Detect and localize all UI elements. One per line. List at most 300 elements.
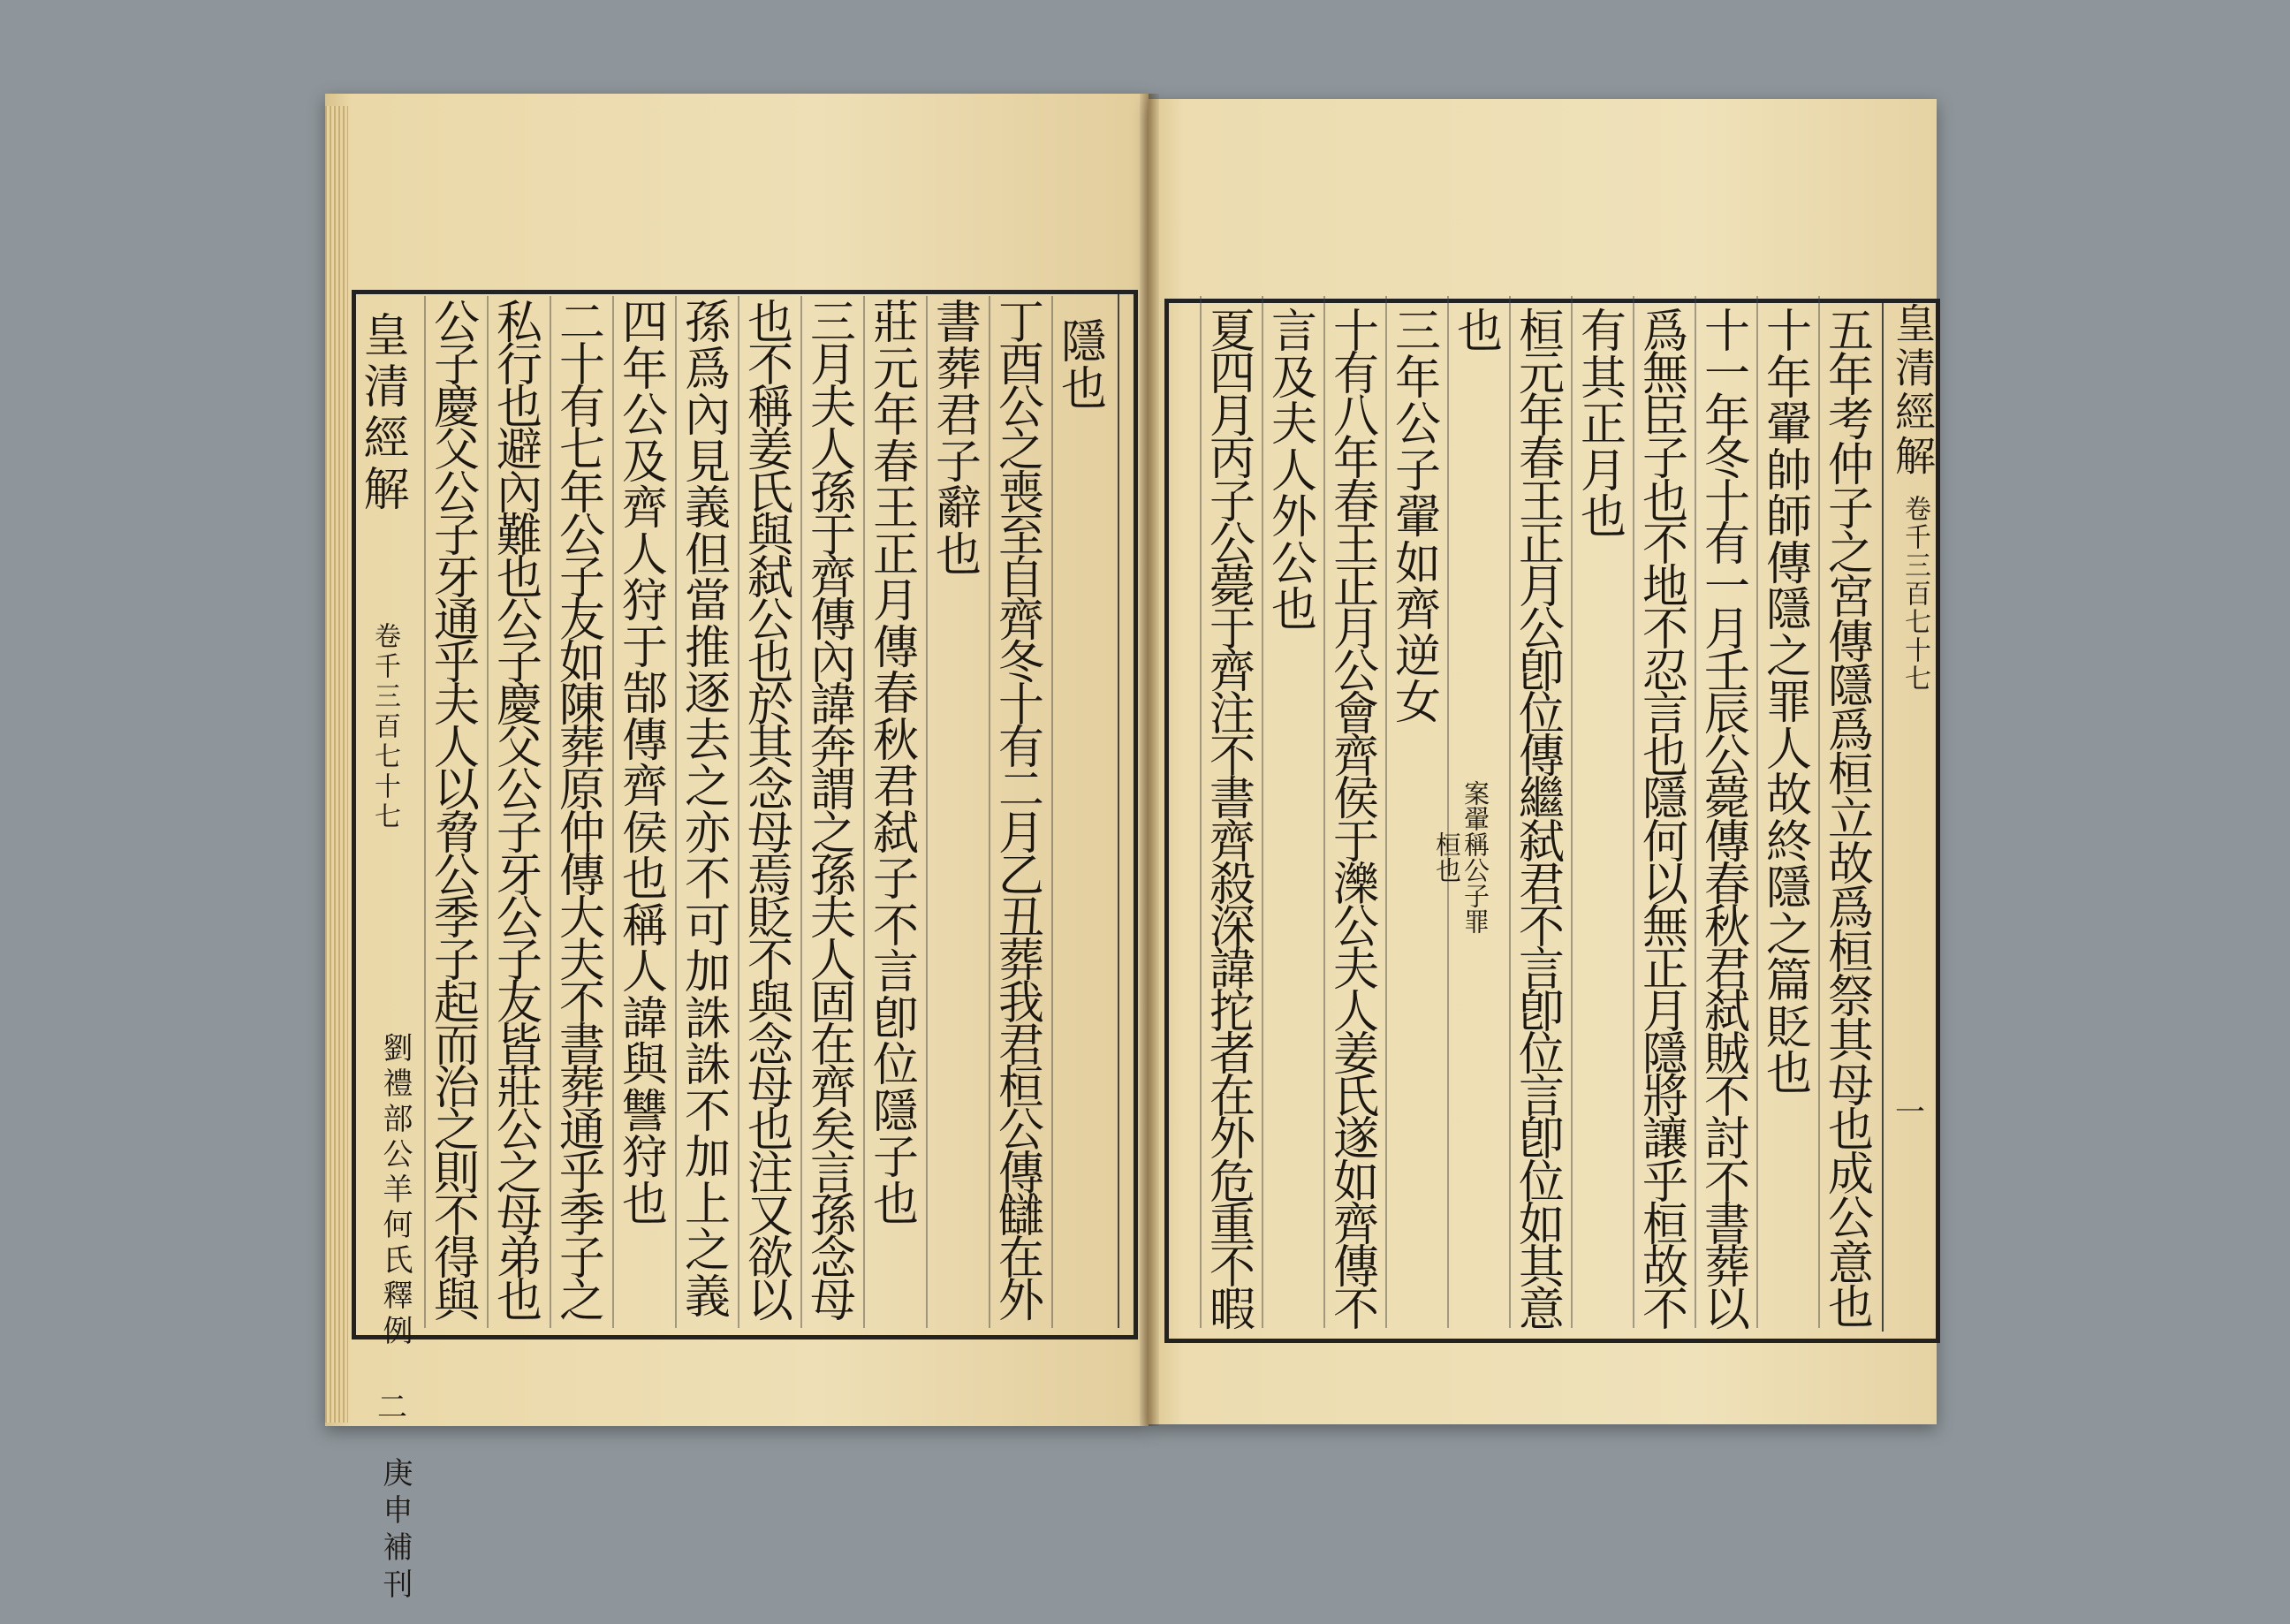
- left-col8-char: 稱: [621, 899, 668, 953]
- right-col3-char: 有: [1703, 518, 1750, 572]
- right-col3-char: 討: [1703, 1113, 1750, 1167]
- left-col11-char: 治: [433, 1062, 480, 1116]
- left-col8-char: 狩: [621, 1132, 668, 1185]
- left-col2-char: 君: [997, 1020, 1044, 1074]
- right-col4-char: 無: [1642, 900, 1688, 954]
- left-col8-char: 傳: [621, 714, 668, 768]
- right-col9-char: 姜: [1332, 1028, 1379, 1082]
- left-col9-char: 季: [558, 1189, 605, 1243]
- left-column-6: [743, 297, 798, 1328]
- right-col3-char: 賊: [1703, 1028, 1750, 1082]
- left-col8-char: 年: [621, 343, 668, 397]
- left-col9-char: 不: [558, 977, 605, 1030]
- right-col2-char: 罪: [1765, 677, 1812, 730]
- right-col3-char: 辰: [1703, 688, 1750, 742]
- left-banner-column: [353, 299, 413, 1605]
- left-col2-char: 喪: [997, 467, 1044, 520]
- right-col4-char: 不: [1642, 1283, 1688, 1337]
- left-col9-char: 仲: [558, 807, 605, 861]
- left-col6-char: 貶: [747, 892, 793, 945]
- right-col3-char: 薨: [1703, 773, 1750, 827]
- right-col11-char: 危: [1209, 1156, 1255, 1210]
- left-col4-char: 君: [872, 761, 919, 814]
- left-col7-char: 不: [684, 1085, 731, 1139]
- right-col1-char: 子: [1827, 482, 1874, 536]
- right-column-divider: [1509, 296, 1511, 1328]
- right-col11-char: 深: [1209, 900, 1255, 954]
- right-banner-subtitle: 卷千三百七十七: [1899, 495, 1930, 693]
- right-column-divider: [1818, 296, 1820, 1328]
- left-col3-char: 書: [935, 297, 982, 350]
- left-col4-char: 隱: [872, 1085, 919, 1139]
- right-col6-char: 卽: [1518, 1113, 1565, 1167]
- right-col2-char: 故: [1765, 770, 1812, 823]
- left-col10-char: 皆: [496, 1020, 542, 1074]
- left-column-8: [618, 297, 672, 1325]
- right-col6-char: 其: [1518, 1241, 1565, 1294]
- right-col4-char: 讓: [1642, 1113, 1688, 1167]
- right-col3-char: 月: [1703, 603, 1750, 656]
- right-column-divider: [1323, 296, 1325, 1328]
- right-col11-char: 不: [1209, 731, 1255, 785]
- left-col9-char: 如: [558, 637, 605, 690]
- left-col11-char: 而: [433, 1020, 480, 1074]
- right-col1-char: 考: [1827, 394, 1874, 448]
- left-column-divider: [863, 296, 865, 1328]
- right-col6-char: 言: [1518, 1071, 1565, 1125]
- left-col11-char: 牙: [433, 551, 480, 605]
- right-col1-char: 桓: [1827, 927, 1874, 981]
- left-column-5: [806, 297, 861, 1328]
- right-col9-char: 人: [1332, 986, 1379, 1039]
- right-col3-char: 十: [1703, 306, 1750, 359]
- right-col4-char: 無: [1642, 348, 1688, 402]
- left-col11-char: 人: [433, 722, 480, 776]
- left-column-divider: [926, 296, 928, 1328]
- right-col6-char: 不: [1518, 900, 1565, 954]
- left-col5-char: 母: [809, 1274, 856, 1328]
- left-col7-char: 亦: [684, 807, 731, 861]
- right-col8-char: 三: [1394, 306, 1441, 359]
- left-col4-char: 卽: [872, 992, 919, 1046]
- left-col8-char: 也: [621, 854, 668, 907]
- left-column-3: [931, 297, 986, 1325]
- right-col4-char: 正: [1642, 943, 1688, 997]
- right-col6-char: 位: [1518, 1028, 1565, 1082]
- right-col6-char: 繼: [1518, 773, 1565, 827]
- left-col10-char: 也: [496, 551, 542, 605]
- left-col10-char: 公: [496, 1104, 542, 1158]
- right-col6-char: 元: [1518, 348, 1565, 402]
- left-col8-char: 人: [621, 946, 668, 999]
- left-col6-char: 母: [747, 807, 793, 861]
- right-col11-char: 書: [1209, 773, 1255, 827]
- left-col9-char: 二: [558, 297, 605, 350]
- right-col3-char: 葬: [1703, 1241, 1750, 1294]
- right-col9-char: 正: [1332, 560, 1379, 614]
- right-col4-char: 也: [1642, 731, 1688, 785]
- left-column-10: [492, 297, 547, 1328]
- left-col9-char: 十: [558, 339, 605, 393]
- left-col7-char: 爲: [684, 343, 731, 397]
- left-col10-char: 內: [496, 467, 542, 520]
- right-col9-char: 遂: [1332, 1113, 1379, 1167]
- right-col11-char: 四: [1209, 348, 1255, 402]
- left-col4-char: 弑: [872, 807, 919, 861]
- left-col9-char: 年: [558, 467, 605, 520]
- left-col2-char: 傳: [997, 1147, 1044, 1201]
- right-col11-char: 公: [1209, 518, 1255, 572]
- left-col10-char: 私: [496, 297, 542, 350]
- left-col8-char: 于: [621, 621, 668, 675]
- left-col8-char: 公: [621, 390, 668, 443]
- left-col11-char: 子: [433, 509, 480, 563]
- right-col8-char: 女: [1394, 677, 1441, 730]
- left-col7-char: 義: [684, 482, 731, 535]
- right-col4-char: 不: [1642, 603, 1688, 656]
- right-col9-char: 氏: [1332, 1071, 1379, 1125]
- left-col7-char: 但: [684, 528, 731, 582]
- right-col9-char: 有: [1332, 348, 1379, 402]
- right-col6-char: 言: [1518, 943, 1565, 997]
- right-col2-char: 之: [1765, 908, 1812, 962]
- right-col2-char: 之: [1765, 630, 1812, 684]
- left-column-divider: [675, 296, 677, 1328]
- right-col3-char: 一: [1703, 560, 1750, 614]
- left-col11-char: 通: [433, 594, 480, 648]
- right-col3-char: 春: [1703, 858, 1750, 912]
- left-col2-char: 自: [997, 551, 1044, 605]
- left-col2-char: 公: [997, 382, 1044, 436]
- left-col2-char: 讎: [997, 1189, 1044, 1243]
- left-col10-char: 莊: [496, 1062, 542, 1116]
- right-col11-char: 注: [1209, 688, 1255, 742]
- right-col6-char: 傳: [1518, 731, 1565, 785]
- left-col4-char: 莊: [872, 297, 919, 350]
- right-col4-char: 言: [1642, 688, 1688, 742]
- left-col2-char: 至: [997, 509, 1044, 563]
- right-col8-char: 翬: [1394, 491, 1441, 544]
- left-col6-char: 念: [747, 764, 793, 818]
- left-col4-char: 月: [872, 575, 919, 628]
- left-col11-char: 慶: [433, 382, 480, 436]
- left-banner-subtitle: 卷千三百七十七: [369, 622, 400, 832]
- left-col11-char: 公: [433, 297, 480, 350]
- left-col5-char: 月: [809, 339, 856, 393]
- right-col1-char: 也: [1827, 1104, 1874, 1157]
- right-col4-char: 隱: [1642, 773, 1688, 827]
- right-col9-char: 公: [1332, 900, 1379, 954]
- right-col1-char: 故: [1827, 838, 1874, 892]
- left-col9-char: 原: [558, 764, 605, 818]
- right-column-4: [1638, 306, 1693, 1337]
- left-col11-char: 季: [433, 892, 480, 945]
- right-col11-char: 丙: [1209, 433, 1255, 487]
- right-col6-char: 意: [1518, 1283, 1565, 1337]
- left-print-note: 庚申補刊: [377, 1457, 413, 1605]
- right-col11-char: 不: [1209, 1241, 1255, 1294]
- left-col2-char: 在: [997, 1232, 1044, 1286]
- left-col4-char: 不: [872, 899, 919, 953]
- right-col4-char: 月: [1642, 986, 1688, 1039]
- left-col7-char: 推: [684, 621, 731, 675]
- right-column-10: [1267, 306, 1322, 1334]
- left-column-divider: [1051, 296, 1053, 1328]
- right-col4-char: 忍: [1642, 646, 1688, 699]
- left-col8-char: 四: [621, 297, 668, 350]
- right-col1-char: 意: [1827, 1237, 1874, 1291]
- right-banner-title: 皇清經解: [1889, 302, 1937, 479]
- left-col2-char: 我: [997, 977, 1044, 1030]
- left-col9-char: 書: [558, 1020, 605, 1074]
- right-col2-char: 師: [1765, 491, 1812, 544]
- right-col1-char: 年: [1827, 350, 1874, 404]
- left-col5-char: 三: [809, 297, 856, 350]
- right-col11-char: 者: [1209, 1028, 1255, 1082]
- left-col5-char: 孫: [809, 467, 856, 520]
- left-col7-char: 上: [684, 1178, 731, 1232]
- left-page-number: 二: [377, 1390, 407, 1425]
- left-col5-char: 固: [809, 977, 856, 1030]
- left-col9-char: 葬: [558, 1062, 605, 1116]
- right-column-2: [1762, 306, 1816, 1334]
- right-col4-char: 爲: [1642, 306, 1688, 359]
- left-col11-char: 不: [433, 1189, 480, 1243]
- right-col4-char: 故: [1642, 1241, 1688, 1294]
- right-col4-char: 地: [1642, 560, 1688, 614]
- left-col2-char: 乙: [997, 849, 1044, 903]
- right-col1-char: 其: [1827, 1015, 1874, 1069]
- left-col6-char: 姜: [747, 424, 793, 478]
- left-banner-title: 皇清經解: [355, 311, 408, 516]
- left-col5-char: 在: [809, 1020, 856, 1074]
- left-col11-char: 夫: [433, 679, 480, 733]
- left-col7-char: 不: [684, 854, 731, 907]
- left-col10-char: 慶: [496, 679, 542, 733]
- left-col7-char: 加: [684, 1132, 731, 1185]
- right-col9-char: 公: [1332, 646, 1379, 699]
- left-col10-char: 難: [496, 509, 542, 563]
- left-col11-char: 公: [433, 849, 480, 903]
- left-col5-char: 孫: [809, 849, 856, 903]
- right-interlinear-note: [1428, 769, 1490, 945]
- right-col6-char: 君: [1518, 858, 1565, 912]
- right-col1-char: 桓: [1827, 749, 1874, 803]
- left-col4-char: 王: [872, 482, 919, 535]
- left-col6-char: 氏: [747, 467, 793, 520]
- right-col11-char: 夏: [1209, 306, 1255, 359]
- left-col5-char: 夫: [809, 382, 856, 436]
- left-col4-char: 正: [872, 528, 919, 582]
- left-column-divider: [738, 296, 739, 1328]
- right-col11-char: 于: [1209, 603, 1255, 656]
- left-col9-char: 有: [558, 382, 605, 436]
- left-col9-char: 之: [558, 1274, 605, 1328]
- right-col9-char: 十: [1332, 306, 1379, 359]
- right-column-divider: [1695, 296, 1696, 1328]
- left-col6-char: 也: [747, 1104, 793, 1158]
- left-col10-char: 行: [496, 339, 542, 393]
- right-col8-char: 逆: [1394, 630, 1441, 684]
- left-col4-char: 春: [872, 436, 919, 489]
- left-col1-char: 隱: [1060, 316, 1107, 369]
- right-col2-char: 貶: [1765, 1001, 1812, 1055]
- left-col9-char: 大: [558, 892, 605, 945]
- left-col8-char: 及: [621, 436, 668, 489]
- right-col5-char: 月: [1580, 444, 1627, 498]
- right-col2-char: 人: [1765, 723, 1812, 777]
- left-col5-char: 齊: [809, 1062, 856, 1116]
- left-col6-char: 公: [747, 594, 793, 648]
- left-col6-char: 母: [747, 1062, 793, 1116]
- right-col3-char: 一: [1703, 348, 1750, 402]
- right-col6-char: 弑: [1518, 816, 1565, 869]
- right-column-divider: [1756, 296, 1758, 1328]
- right-col9-char: 齊: [1332, 1198, 1379, 1252]
- right-col9-char: 不: [1332, 1283, 1379, 1337]
- left-col10-char: 也: [496, 1274, 542, 1328]
- left-col11-char: 以: [433, 764, 480, 818]
- right-col1-char: 成: [1827, 1149, 1874, 1203]
- left-col6-char: 也: [747, 297, 793, 350]
- left-col6-char: 以: [747, 1274, 793, 1328]
- right-col4-char: 隱: [1642, 1028, 1688, 1082]
- right-col1-char: 祭: [1827, 971, 1874, 1025]
- left-col2-char: 桓: [997, 1062, 1044, 1116]
- page-edges: [325, 106, 348, 1423]
- right-col5-char: 也: [1580, 491, 1627, 544]
- left-col6-char: 稱: [747, 382, 793, 436]
- right-col10-char: 夫: [1270, 398, 1317, 452]
- left-col9-char: 子: [558, 1232, 605, 1286]
- left-col11-char: 得: [433, 1232, 480, 1286]
- left-col2-char: 酉: [997, 339, 1044, 393]
- right-column-3: [1700, 306, 1755, 1337]
- left-col10-char: 弟: [496, 1232, 542, 1286]
- right-col3-char: 公: [1703, 731, 1750, 785]
- left-author-line: 劉禮部公羊何氏釋例: [377, 1032, 413, 1350]
- left-col9-char: 葬: [558, 722, 605, 776]
- right-column-5: [1576, 306, 1631, 1334]
- right-col6-char: 桓: [1518, 306, 1565, 359]
- left-column-rule: [1118, 294, 1119, 1328]
- right-col1-char: 母: [1827, 1059, 1874, 1113]
- left-col5-char: 矣: [809, 1104, 856, 1158]
- right-col1-char: 立: [1827, 793, 1874, 847]
- right-col6-char: 位: [1518, 688, 1565, 742]
- left-col9-char: 陳: [558, 679, 605, 733]
- right-col1-char: 公: [1827, 1193, 1874, 1247]
- left-col6-char: 其: [747, 722, 793, 776]
- left-column-2: [994, 297, 1049, 1328]
- left-column-divider: [800, 296, 802, 1328]
- left-col10-char: 公: [496, 764, 542, 818]
- left-column-1: [1057, 316, 1111, 1345]
- right-col10-char: 也: [1270, 584, 1317, 637]
- left-col7-char: 誅: [684, 992, 731, 1046]
- left-column-divider: [487, 296, 489, 1328]
- left-col8-char: 與: [621, 1039, 668, 1092]
- left-col10-char: 公: [496, 892, 542, 945]
- left-col9-char: 公: [558, 509, 605, 563]
- left-col7-char: 去: [684, 714, 731, 768]
- left-col7-char: 見: [684, 436, 731, 489]
- right-col8-char: 子: [1394, 444, 1441, 498]
- left-column-7: [680, 297, 735, 1325]
- left-col4-char: 言: [872, 946, 919, 999]
- right-col1-char: 爲: [1827, 882, 1874, 936]
- right-col2-char: 翬: [1765, 398, 1812, 452]
- right-col1-char: 傳: [1827, 616, 1874, 670]
- left-col5-char: 謂: [809, 764, 856, 818]
- left-col5-char: 念: [809, 1232, 856, 1286]
- right-col9-char: 年: [1332, 433, 1379, 487]
- right-col10-char: 公: [1270, 537, 1317, 591]
- right-col10-char: 言: [1270, 306, 1317, 359]
- left-col5-char: 人: [809, 934, 856, 988]
- left-col7-char: 孫: [684, 297, 731, 350]
- right-col6-char: 春: [1518, 433, 1565, 487]
- right-col7-char: 也: [1456, 306, 1503, 359]
- left-column-9: [555, 297, 610, 1328]
- right-column-11: [1205, 306, 1260, 1337]
- left-col3-char: 子: [935, 436, 982, 489]
- right-col10-char: 外: [1270, 491, 1317, 544]
- left-col4-char: 春: [872, 668, 919, 721]
- left-col7-char: 義: [684, 1271, 731, 1324]
- right-col4-char: 乎: [1642, 1156, 1688, 1210]
- right-col11-char: 薨: [1209, 560, 1255, 614]
- right-column-divider: [1262, 296, 1263, 1328]
- right-col8-char: 如: [1394, 537, 1441, 591]
- left-col5-char: 內: [809, 637, 856, 690]
- left-col7-char: 之: [684, 761, 731, 814]
- right-col11-char: 暇: [1209, 1283, 1255, 1337]
- left-column-divider: [989, 296, 990, 1328]
- right-column-divider: [1385, 296, 1387, 1328]
- right-page-number: 一: [1895, 1095, 1925, 1130]
- left-col2-char: 葬: [997, 934, 1044, 988]
- right-col4-char: 臣: [1642, 391, 1688, 444]
- left-col8-char: 齊: [621, 482, 668, 535]
- right-col4-char: 也: [1642, 475, 1688, 529]
- right-col1-char: 也: [1827, 1281, 1874, 1335]
- right-col1-char: 隱: [1827, 660, 1874, 714]
- right-col3-char: 秋: [1703, 900, 1750, 954]
- left-col4-char: 元: [872, 343, 919, 397]
- left-col5-char: 于: [809, 509, 856, 563]
- right-col11-char: 重: [1209, 1198, 1255, 1252]
- right-col3-char: 不: [1703, 1071, 1750, 1125]
- right-col6-char: 卽: [1518, 986, 1565, 1039]
- left-col10-char: 母: [496, 1189, 542, 1243]
- right-col3-char: 冬: [1703, 433, 1750, 487]
- left-col5-char: 言: [809, 1147, 856, 1201]
- right-col9-char: 春: [1332, 475, 1379, 529]
- left-col10-char: 公: [496, 594, 542, 648]
- right-col3-char: 弑: [1703, 986, 1750, 1039]
- right-col3-char: 壬: [1703, 646, 1750, 699]
- left-col11-char: 公: [433, 467, 480, 520]
- left-col6-char: 弑: [747, 551, 793, 605]
- left-col6-char: 也: [747, 637, 793, 690]
- left-col6-char: 與: [747, 509, 793, 563]
- left-col4-char: 子: [872, 1132, 919, 1185]
- left-col2-char: 月: [997, 807, 1044, 861]
- book-gutter: [1140, 94, 1159, 1426]
- right-column-divider: [1200, 296, 1202, 1328]
- left-col6-char: 注: [747, 1147, 793, 1201]
